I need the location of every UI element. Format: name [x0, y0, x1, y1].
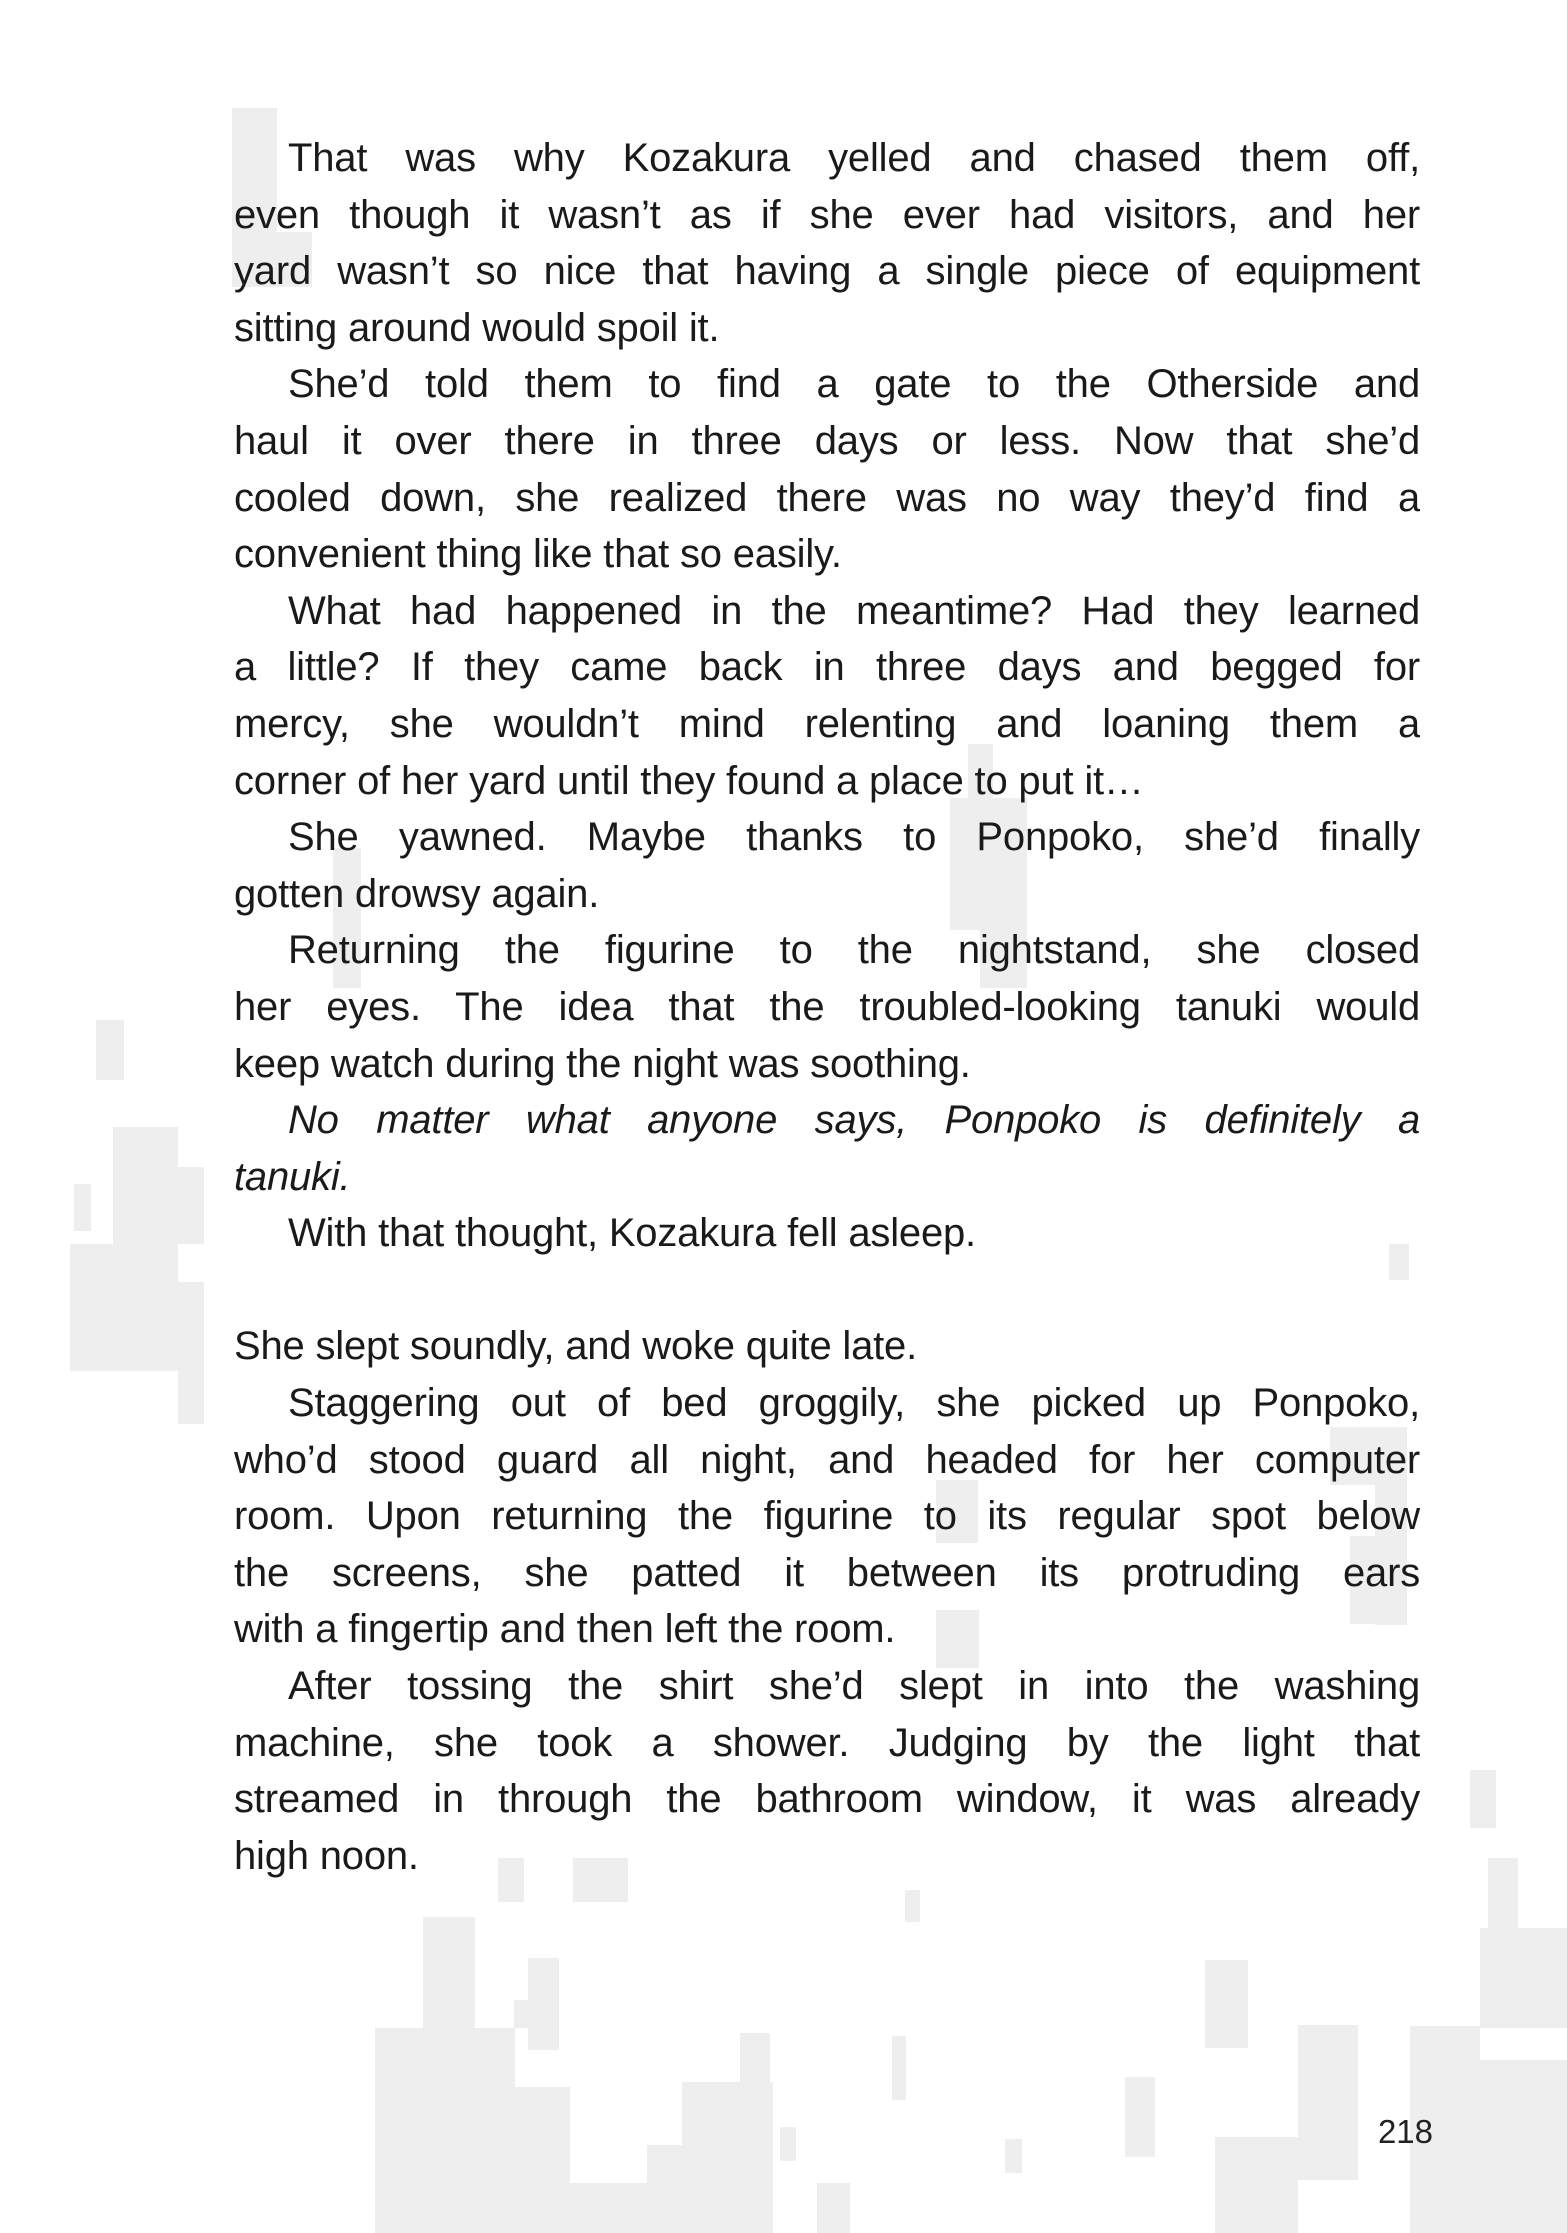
text-line: machine, she took a shower. Judging by the light that — [234, 1720, 1420, 1765]
pixel-block — [178, 1167, 204, 1244]
pixel-block — [1005, 2139, 1022, 2173]
pixel-block — [905, 1890, 920, 1922]
pixel-block — [178, 1282, 204, 1424]
text-line: After tossing the shirt she’d slept in into the washing — [288, 1664, 1420, 1709]
pixel-block — [74, 1184, 91, 1231]
pixel-block — [570, 2183, 648, 2233]
pixel-block — [480, 2087, 570, 2233]
text-line: She’d told them to find a gate to the Otherside and — [288, 362, 1420, 407]
text-line: mercy, she wouldn’t mind relenting and loaning them a — [234, 701, 1420, 746]
text-line: tanuki. — [234, 1154, 351, 1199]
text-line: convenient thing like that so easily. — [234, 532, 842, 577]
pixel-block — [1470, 1770, 1496, 1828]
text-line: That was why Kozakura yelled and chased them off, — [288, 136, 1420, 180]
pixel-block — [817, 2183, 850, 2233]
text-line: Staggering out of bed groggily, she picked up Ponpoko, — [288, 1381, 1420, 1426]
text-line: Returning the figurine to the nightstand, she closed — [288, 928, 1420, 973]
text-line: She slept soundly, and woke quite late. — [234, 1324, 918, 1369]
pixel-block — [96, 1020, 124, 1080]
pixel-block — [647, 2145, 682, 2233]
pixel-block — [892, 2036, 906, 2100]
pixel-block — [70, 1244, 178, 1371]
pixel-block — [1125, 2077, 1155, 2157]
text-line: With that thought, Kozakura fell asleep. — [288, 1211, 976, 1256]
pixel-block — [682, 2082, 773, 2233]
pixel-block — [514, 2000, 542, 2028]
text-line: cooled down, she realized there was no way they’d find a — [234, 475, 1420, 520]
text-line: who’d stood guard all night, and headed for her computer — [234, 1437, 1420, 1482]
text-line: haul it over there in three days or less. Now that she’d — [234, 418, 1420, 463]
text-line: She yawned. Maybe thanks to Ponpoko, she’d finally — [288, 815, 1420, 860]
text-line: No matter what anyone says, Ponpoko is definitely a — [288, 1098, 1420, 1143]
paragraph-spacer — [234, 1262, 1420, 1319]
text-line: yard wasn’t so nice that having a single piece of equipment — [234, 249, 1420, 294]
pixel-block — [1205, 1960, 1248, 2048]
text-line: sitting around would spoil it. — [234, 305, 720, 350]
text-line: keep watch during the night was soothing. — [234, 1041, 971, 1086]
text-line: gotten drowsy again. — [234, 871, 600, 916]
pixel-block — [1480, 1928, 1567, 2028]
text-line: her eyes. The idea that the troubled-looking tanuki would — [234, 984, 1420, 1029]
text-line: a little? If they came back in three days and begged for — [234, 645, 1420, 690]
text-line: room. Upon returning the figurine to its regular spot below — [234, 1494, 1420, 1539]
pixel-block — [1215, 2137, 1298, 2233]
text-line: high noon. — [234, 1833, 419, 1878]
text-line: even though it wasn’t as if she ever had visitors, and her — [234, 192, 1420, 237]
text-line: What had happened in the meantime? Had they learned — [288, 588, 1420, 633]
page-number: 218 — [1377, 2113, 1433, 2150]
pixel-block — [1436, 2060, 1567, 2233]
pixel-block — [1298, 2025, 1358, 2180]
pixel-block — [1488, 1858, 1518, 1928]
text-line: with a fingertip and then left the room. — [234, 1607, 896, 1652]
text-line: the screens, she patted it between its protruding ears — [234, 1550, 1420, 1595]
text-line: corner of her yard until they found a place to put it… — [234, 758, 1144, 803]
pixel-block — [423, 1917, 475, 2029]
text-line: streamed in through the bathroom window, it was already — [234, 1777, 1420, 1822]
pixel-block — [780, 2127, 796, 2161]
page-text — [234, 130, 1420, 1884]
